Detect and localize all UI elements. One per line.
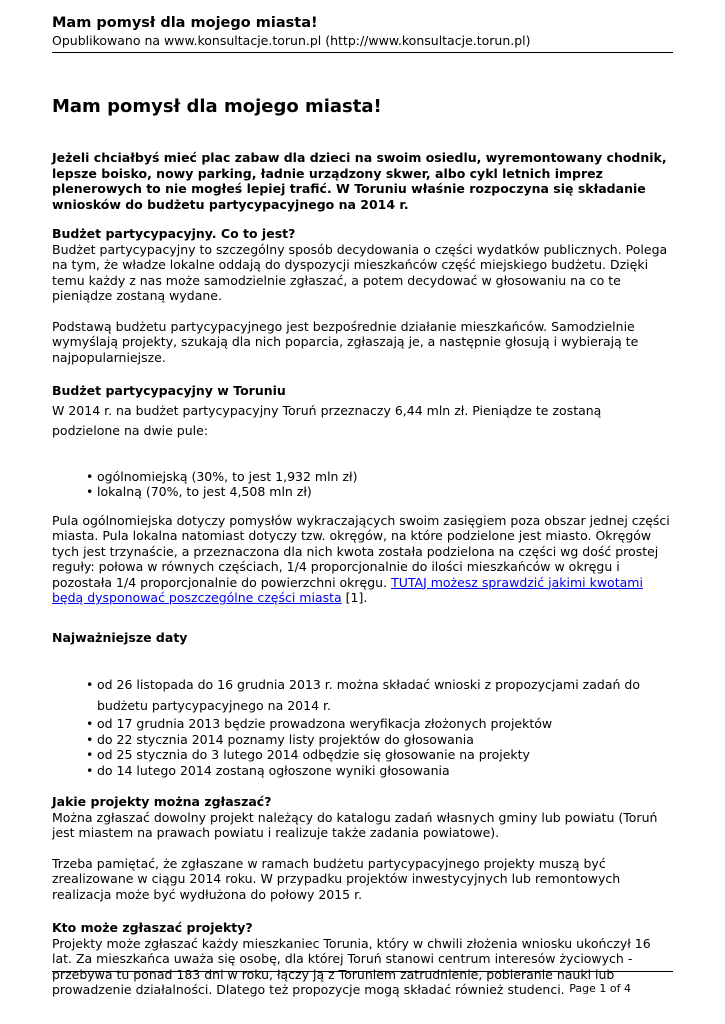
reference-marker: [1]. [345,590,368,605]
header-divider [52,52,673,53]
section-heading: Budżet partycypacyjny w Toruniu [52,383,286,398]
paragraph: Można zgłaszać dowolny projekt należący do katalogu zadań własnych gminy lub powiatu (Toruń jest miastem na prawach powiatu i realizuje także zadania powiatowe). [52,809,658,840]
list-item: • od 26 listopada do 16 grudnia 2013 r. można składać wnioski z propozycjami zadań do budżetu partycypacyjnego na 2014 r. [97,675,673,716]
article-title: Mam pomysł dla mojego miasta! [52,96,382,117]
section-dates [52,630,673,779]
paragraph: Budżet partycypacyjny to szczególny sposób decydowania o części wydatków publicznych. Polega na tym, że władze lokalne oddają do dyspozycji mieszkańców część miejskiego budżetu. Dzięki temu każdy z nas może samodzielnie zgłaszać, a potem decydować w głosowaniu na co te pieniądze zostaną wydane. [52,241,668,303]
section-projects [52,794,673,902]
dates-list [52,675,673,778]
page-number: Page 1 of 4 [569,982,631,995]
section-heading: Najważniejsze daty [52,629,188,645]
list-item: • lokalną (70%, to jest 4,508 mln zł) [97,484,673,500]
article-lead: Jeżeli chciałbyś mieć plac zabaw dla dzieci na swoim osiedlu, wyremontowany chodnik, lepsze boisko, nowy parking, ładnie urządzony skwer, albo cykl letnich imprez plenerowych to nie mogłeś lepiej trafić. W Toruniu właśnie rozpoczyna się składanie wniosków do budżetu partycypacyjnego na 2014 r. [52,150,667,212]
paragraph [52,513,673,606]
pools-list [52,469,673,500]
paragraph: W 2014 r. na budżet partycypacyjny Toruń przeznaczy 6,44 mln zł. Pieniądze te zostaną podzielone na dwie pule: [52,402,602,438]
list-item: • ogólnomiejską (30%, to jest 1,932 mln zł) [97,469,673,485]
published-line: Opublikowano na www.konsultacje.torun.pl (http://www.konsultacje.torun.pl) [52,33,531,48]
paragraph: Podstawą budżetu partycypacyjnego jest bezpośrednie działanie mieszkańców. Samodzielnie wymyślają projekty, szukają dla nich poparcia, zgłaszają je, a następnie głosują i wybierają te najpopularniejsze. [52,318,639,365]
list-item: • do 22 stycznia 2014 poznamy listy projektów do głosowania [97,732,673,748]
document-page [52,14,673,998]
section-heading: Jakie projekty można zgłaszać? [52,794,272,809]
site-title: Mam pomysł dla mojego miasta! [52,15,318,31]
section-what-is [52,226,673,365]
paragraph: Projekty może zgłaszać każdy mieszkaniec Torunia, który w chwili złożenia wniosku ukończył 16 lat. Za mieszkańca uważa się osobę, dla której Toruń stanowi centrum interesów życiowych - przebywa tu ponad 183 dni w roku, łączy ją z Toruniem zatrudnienie, pobieranie nauki lub prowadzenie działalności. Dlatego też propozycje mogą składać również studenci. [52,935,651,997]
list-item: • do 14 lutego 2014 zostaną ogłoszone wyniki głosowania [97,763,673,779]
paragraph: Trzeba pamiętać, że zgłaszane w ramach budżetu partycypacyjnego projekty muszą być zrealizowane w ciągu 2014 roku. W przypadku projektów inwestycyjnych lub remontowych realizacja może być wydłużona do połowy 2015 r. [52,855,621,902]
pool-text: Pula ogólnomiejska dotyczy pomysłów wykraczających swoim zasięgiem poza obszar jednej części miasta. Pula lokalna natomiast dotyczy tzw. okręgów, na które podzielone jest miasto. Okręgów tych jest trzynaście, a przeznaczona dla nich kwota została podzielona na części wg dość prostej reguły: połowa w równych częściach, 1/4 proporcjonalnie do ilości mieszkańców w okręgu i pozostała 1/4 proporcjonalnie do powierzchni okręgu. [52,512,670,590]
footer-divider [52,971,673,972]
list-item: • od 17 grudnia 2013 będzie prowadzona weryfikacja złożonych projektów [97,716,673,732]
section-torun [52,383,673,606]
districts-link[interactable]: TUTAJ możesz sprawdzić jakimi kwotami będą dysponować poszczególne części miasta [52,574,643,605]
list-item: • od 25 stycznia do 3 lutego 2014 odbędzie się głosowanie na projekty [97,747,673,763]
section-heading: Budżet partycypacyjny. Co to jest? [52,226,296,241]
section-heading: Kto może zgłaszać projekty? [52,920,253,935]
